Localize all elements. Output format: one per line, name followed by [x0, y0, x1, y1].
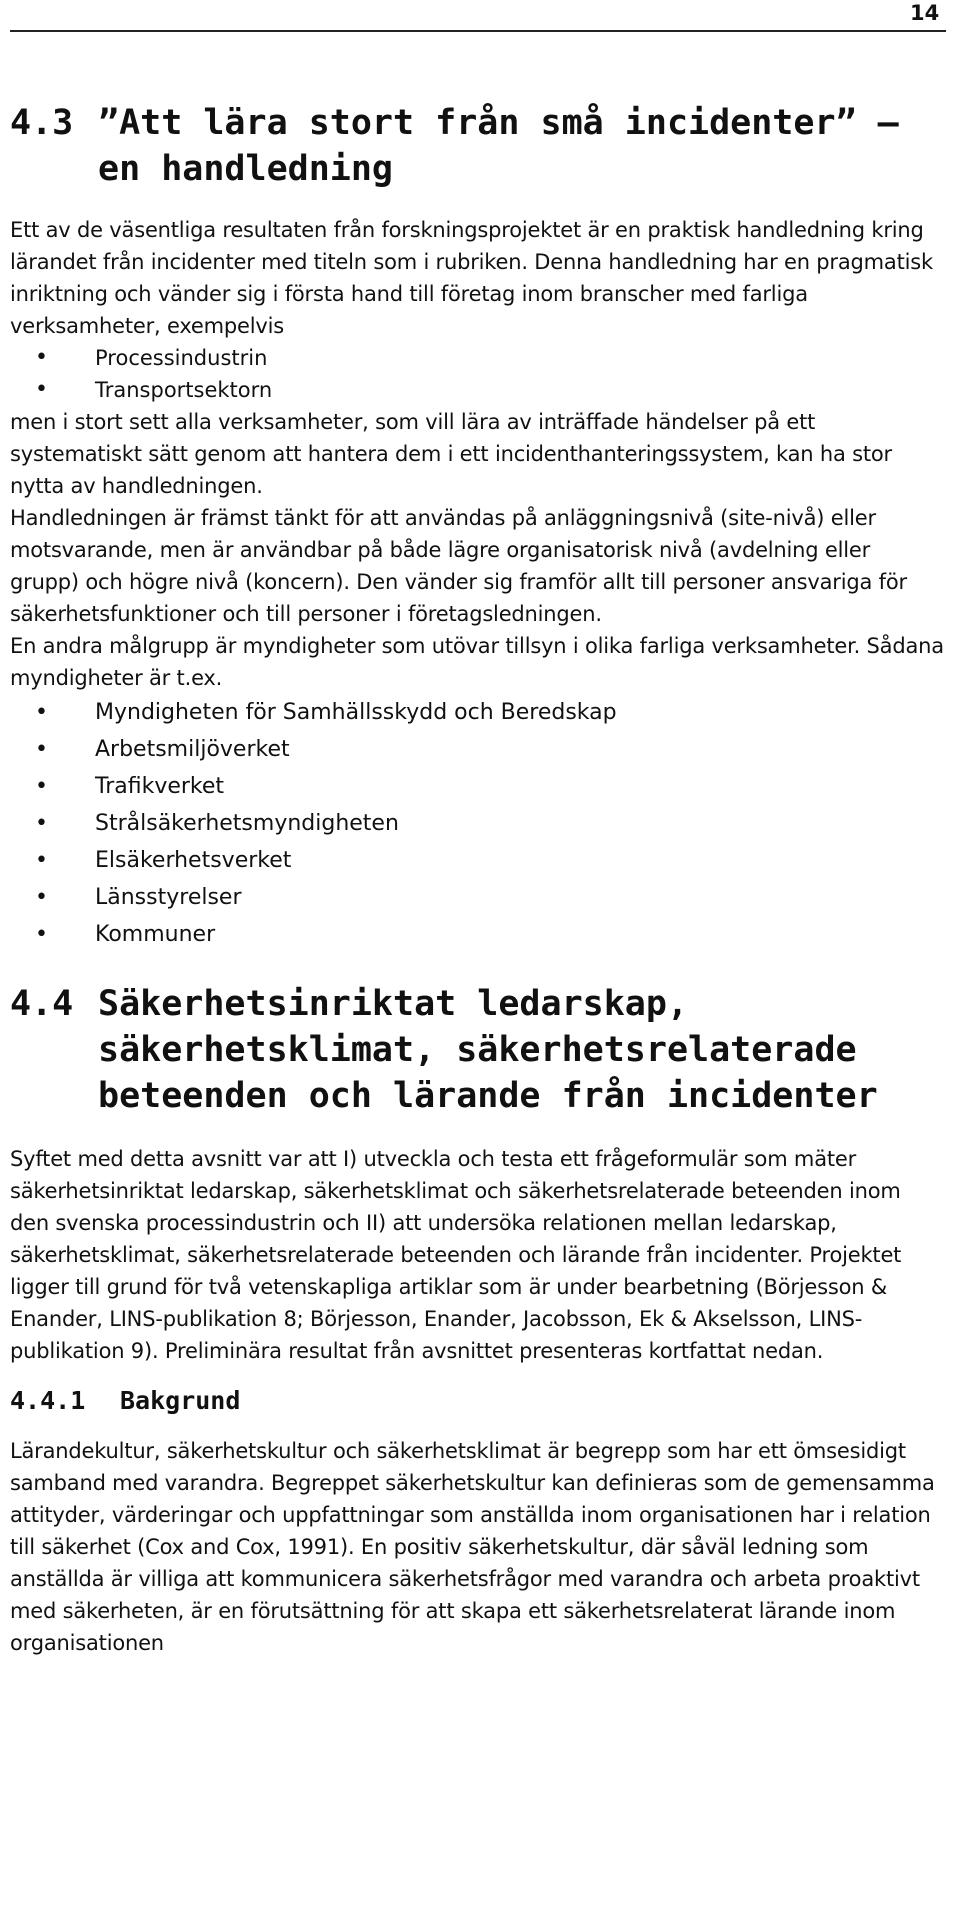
paragraph: men i stort sett alla verksamheter, som vill lära av inträffade händelser på ett systematiskt sätt genom att hantera dem i ett incidenthanteringssystem, kan ha stor nytta av handledningen. [10, 410, 892, 498]
paragraph: En andra målgrupp är myndigheter som utövar tillsyn i olika farliga verksamheter. Sådana myndigheter är t.ex. [10, 634, 944, 690]
section-heading-4-3 [10, 100, 945, 192]
section-title: Säkerhetsinriktat ledarskap, säkerhetsklimat, säkerhetsrelaterade beteenden och lärande från incidenter [98, 984, 878, 1116]
subsection-number: 4.4.1 [10, 1386, 86, 1415]
paragraph: Syftet med detta avsnitt var att I) utveckla och testa ett frågeformulär som mäter säkerhetsinriktat ledarskap, säkerhetsklimat och säkerhetsrelaterade beteenden inom den svenska processindustrin och II) att undersöka relationen mellan ledarskap, säkerhetsklimat, säkerhetsrelaterade beteenden och lärande från incidenter. Projektet ligger till grund för två vetenskapliga artiklar som är under bearbetning (Börjesson & Enander, LINS-publikation 8; Börjesson, Enander, Jacobsson, Ek & Akselsson, LINS-publikation 9). Preliminära resultat från avsnittet presenteras kortfattat nedan. [10, 1147, 902, 1363]
subsection-title: Bakgrund [120, 1386, 241, 1415]
page-number: 14 [910, 1, 940, 25]
list-item: • Transportsektorn [10, 374, 945, 406]
header-rule [10, 30, 946, 32]
list-item: • Trafikverket [10, 768, 945, 805]
paragraph: Lärandekultur, säkerhetskultur och säkerhetsklimat är begrepp som har ett ömsesidigt samband med varandra. Begreppet säkerhetskultur kan definieras som de gemensamma attityder, värderingar och uppfattningar som anställda inom organisationen har i relation till säkerhet (Cox and Cox, 1991). En positiv säkerhetskultur, där såväl ledning som anställda är villiga att kommunicera säkerhetsfrågor med varandra och arbeta proaktivt med säkerheten, är en förutsättning för att skapa ett säkerhetsrelaterat lärande inom organisationen [10, 1439, 935, 1655]
document-body [10, 100, 945, 1659]
paragraph: Handledningen är främst tänkt för att användas på anläggningsnivå (site-nivå) eller motsvarande, men är användbar på både lägre organisatorisk nivå (avdelning eller grupp) och högre nivå (koncern). Den vänder sig framför allt till personer ansvariga för säkerhetsfunktioner och till personer i företagsledningen. [10, 506, 907, 626]
list-item: • Arbetsmiljöverket [10, 731, 945, 768]
section-heading-4-4 [10, 981, 945, 1119]
paragraph: Ett av de väsentliga resultaten från forskningsprojektet är en praktisk handledning kring lärandet från incidenter med titeln som i rubriken. Denna handledning har en pragmatisk inriktning och vänder sig i första hand till företag inom branscher med farliga verksamheter, exempelvis [10, 218, 933, 338]
bullet-list [10, 694, 945, 953]
section-number: 4.4 [10, 984, 74, 1024]
section-title: ”Att lära stort från små incidenter” – en handledning [98, 103, 899, 189]
list-item: • Länsstyrelser [10, 879, 945, 916]
list-item: • Elsäkerhetsverket [10, 842, 945, 879]
bullet-list [10, 342, 945, 406]
list-item: • Myndigheten för Samhällsskydd och Beredskap [10, 694, 945, 731]
section-number: 4.3 [10, 103, 74, 143]
list-item: • Kommuner [10, 916, 945, 953]
subsection-heading-4-4-1 [10, 1385, 945, 1417]
list-item: • Strålsäkerhetsmyndigheten [10, 805, 945, 842]
list-item: • Processindustrin [10, 342, 945, 374]
